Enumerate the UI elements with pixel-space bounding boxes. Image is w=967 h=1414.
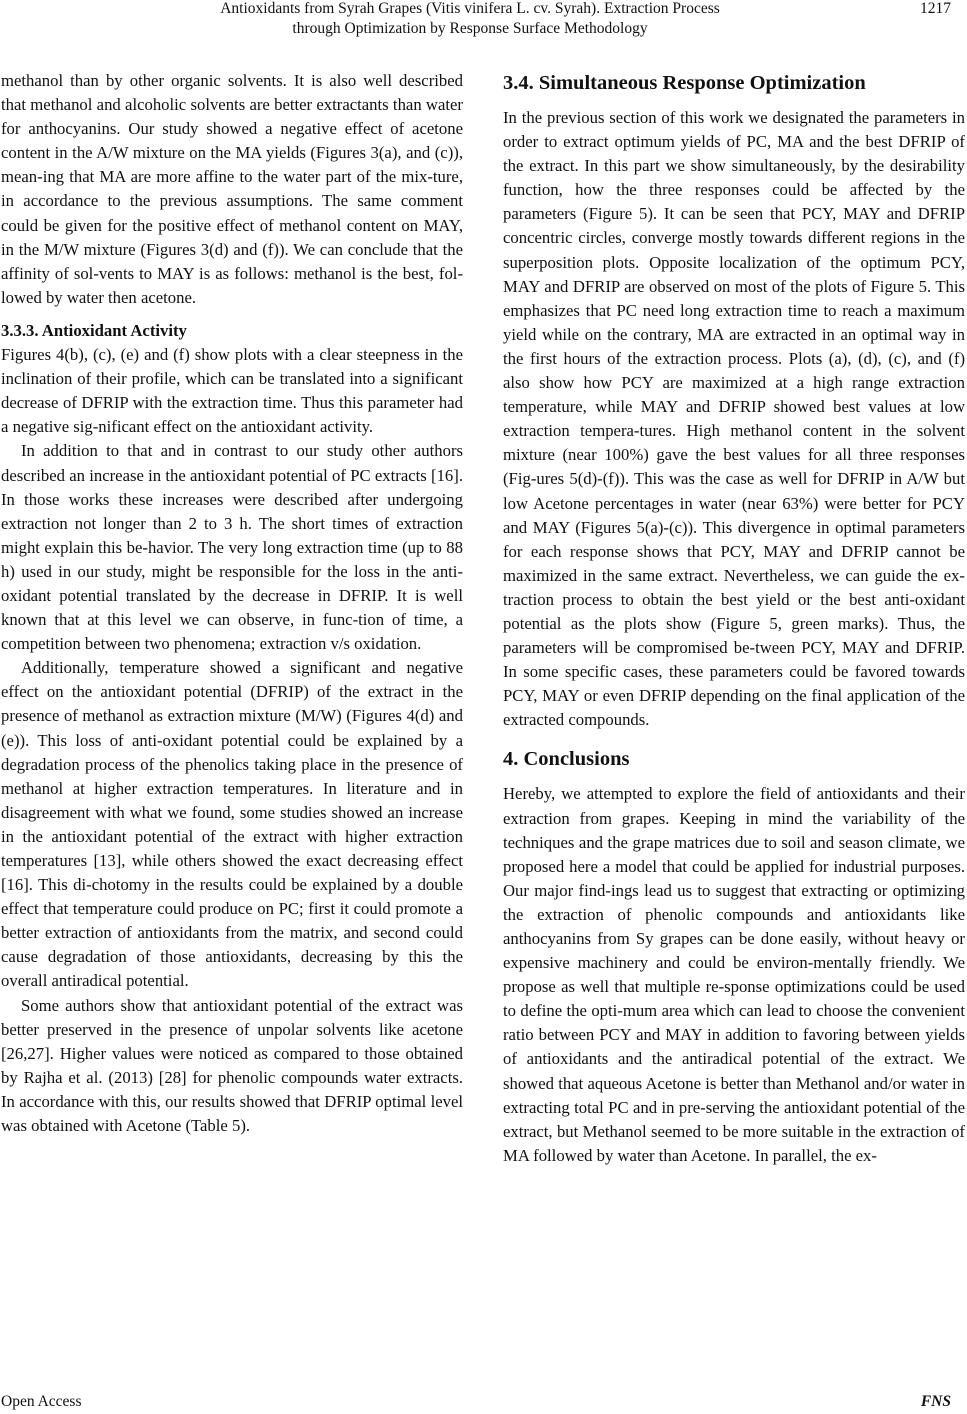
paragraph: methanol than by other organic solvents. It is also well described that methanol and alcoholic solvents are better extractants than water for anthocyanins. Our study showed a negative effect of acetone content in the A/W mixture on the MA yields (Figures 3(a), and (c)), mean-ing that MA are more affine to the water part of the mix-ture, in accordance to the previous assumptions. The same comment could be given for the positive effect of methanol content on MAY, in the M/W mixture (Figures 3(d) and (f)). We can conclude that the affinity of sol-vents to MAY is as follows: methanol is the best, fol-lowed by water then acetone. — [1, 71, 463, 307]
paragraph: In the previous section of this work we designated the parameters in order to extract optimum yields of PC, MA and the best DFRIP of the extract. In this part we show simultaneously, by the desirability function, how the three responses could be affected by the parameters (Figure 5). It can be seen that PCY, MAY and DFRIP concentric circles, converge mostly towards different regions in the superposition plots. Opposite localization of the optimum PCY, MAY and DFRIP are observed on most of the plots of Figure 5. This emphasizes that PC need long extraction time to reach a maximum yield while on the contrary, MA are extracted in an optimal way in the first hours of the extraction process. Plots (a), (d), (c), and (f) also show how PCY are maximized at a high range extraction temperature, while MAY and DFRIP showed best values at low extraction tempera-tures. High methanol content in the solvent mixture (near 100%) gave the best values for all three responses (Fig-ures 5(d)-(f)). This was the case as well for DFRIP in A/W but low Acetone percentages in water (near 63%) were better for PCY and MAY (Figures 5(a)-(c)). This divergence in optimal parameters for each response shows that PCY, MAY and DFRIP cannot be maximized in the same extract. Nevertheless, we can guide the ex-traction process to obtain the best yield or the best anti-oxidant potential as the plots show (Figure 5, green marks). Thus, the parameters will be compromised be-tween PCY, MAY and DFRIP. In some specific cases, these parameters could be favored towards PCY, MAY or even DFRIP depending on the final application of the extracted compounds. — [503, 108, 965, 730]
left-text-column — [1, 69, 463, 1138]
section-heading: 3.4. Simultaneous Response Optimization — [503, 72, 866, 94]
section-heading: 4. Conclusions — [503, 748, 630, 771]
paragraph: Hereby, we attempted to explore the field of antioxidants and their extraction from grapes. Keeping in mind the variability of the techniques and the grape matrices due to soil and season climate, we proposed here a model that could be applied for industrial purposes. Our major find-ings lead us to suggest that extracting or optimizing the extraction of phenolic compounds and antioxidants like anthocyanins from Sy grapes can be done easily, without heavy or expensive machinery and could be environ-mentally friendly. We propose as well that multiple re-sponse optimizations could be used to define the opti-mum area which can lead to choose the convenient ratio between PCY and MAY in addition to favoring between yields of antioxidants and the antiradical potential of the extract. We showed that aqueous Acetone is better than Methanol and/or water in extracting total PC and in pre-serving the antioxidant potential of the extract, but Methanol seemed to be more suitable in the extraction of MA followed by water than Acetone. In parallel, the ex- — [503, 784, 965, 1165]
page-footer — [0, 1391, 967, 1413]
paragraph: Additionally, temperature showed a significant and negative effect on the antioxidant potential (DFRIP) of the extract in the presence of methanol as extraction mixture (M/W) (Figures 4(d) and (e)). This loss of anti-oxidant potential could be explained by a degradation process of the phenolics taking place in the presence of methanol at higher extraction temperatures. In literature and in disagreement with what we found, some studies showed an increase in the antioxidant potential of the extract with higher extraction temperatures [13], while others showed the exact decreasing effect [16]. This di-chotomy in the results could be explained by a double effect that temperature could produce on PC; first it could promote a better extraction of antioxidants from the matrix, and second could cause degradation of those antioxidants, decreasing by this the overall antiradical potential. — [1, 658, 463, 991]
right-text-column — [503, 69, 965, 1168]
header-title-line-1: Antioxidants from Syrah Grapes (Vitis vinifera L. cv. Syrah). Extraction Process — [220, 0, 720, 17]
section-heading: 3.3.3. Antioxidant Activity — [1, 320, 187, 340]
running-header — [0, 0, 967, 44]
open-access-label: Open Access — [1, 1393, 82, 1410]
paragraph: Some authors show that antioxidant potential of the extract was better preserved in the presence of unpolar solvents like acetone [26,27]. Higher values were noticed as compared to those obtained by Rajha et al. (2013) [28] for phenolic compounds water extracts. In accordance with this, our results showed that DFRIP optimal level was obtained with Acetone (Table 5). — [1, 995, 463, 1136]
paragraph: In addition to that and in contrast to our study other authors described an increase in the antioxidant potential of PC extracts [16]. In those works these increases were described after undergoing extraction not longer than 2 to 3 h. The short times of extraction might explain this be-havior. The very long extraction time (up to 88 h) used in our study, might be responsible for the loss in the anti-oxidant potential translated by the decrease in DFRIP. It is well known that at this level we can observe, in func-tion of time, a competition between two phenomena; extraction v/s oxidation. — [1, 441, 463, 654]
header-title-line-2: through Optimization by Response Surface Methodology — [292, 20, 648, 37]
page-number: 1217 — [920, 0, 951, 17]
paragraph: Figures 4(b), (c), (e) and (f) show plots with a clear steepness in the inclination of their profile, which can be translated into a significant decrease of DFRIP with the extraction time. Thus this parameter had a negative sig-nificant effect on the antioxidant activity. — [1, 345, 463, 437]
journal-abbreviation: FNS — [920, 1393, 951, 1410]
